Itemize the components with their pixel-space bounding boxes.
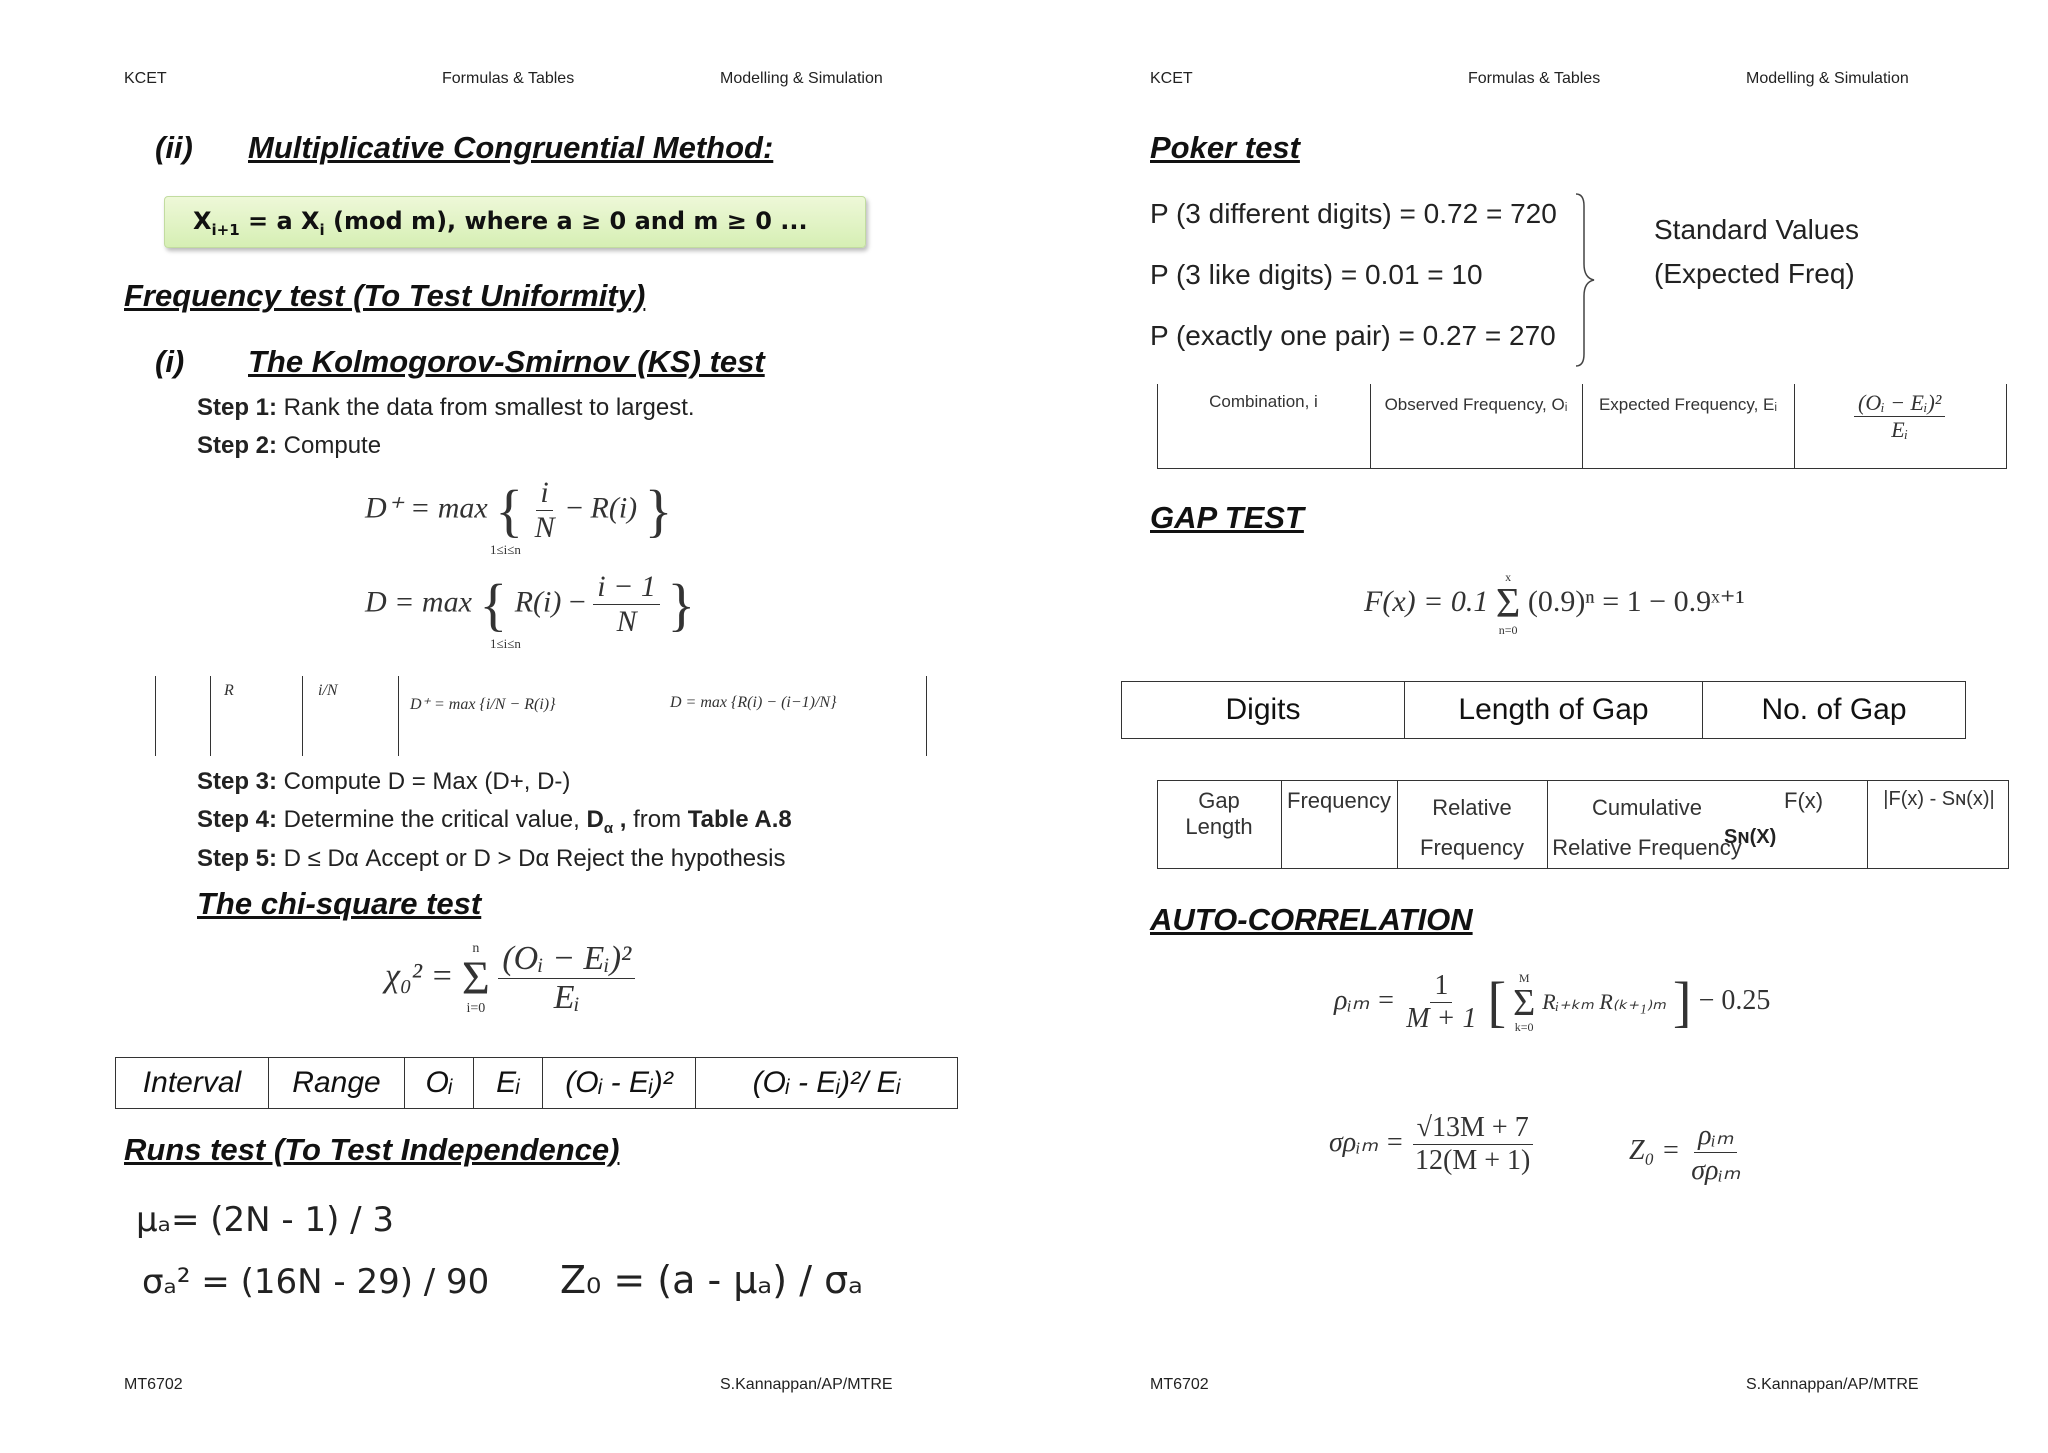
ks-col-dplus: D⁺ = max {i/N − R(i)} [410,696,556,713]
poker-line-1: P (3 different digits) = 0.72 = 720 [1150,198,1557,229]
poker-col-frac: $\frac{\text{(Oᵢ − Eᵢ)²}}{\text{Eᵢ}}$ [1854,390,1945,443]
frequency-test-title: Frequency test (To Test Uniformity) [124,278,646,313]
poker-col-expected: Expected Frequency, Eᵢ [1598,395,1778,414]
gap-col-fx: F(x) [1784,788,1824,813]
chi-col-range: Range [269,1058,405,1109]
gap-col-frequency: Frequency [1287,788,1391,813]
sigma-formula: σρᵢₘ = $\frac{√13M + 7}{12(M + 1)}$ [1329,1112,1534,1177]
chi-table [115,1057,958,1109]
mult-formula: $X_{i+1} = a$ $X_i$ (mod m), where a ≥ 0 and m ≥ 0 ... [193,207,808,239]
step-1: Step 1: Rank the data from smallest to largest. [197,394,695,421]
rho-formula: ρᵢₘ = $\frac{1}{M + 1}$ [ M Σ k=0 Rᵢ₊ₖₘ R₍ₖ₊₁₎ₘ ] − 0.25 [1334,970,1771,1034]
gap-sn-label: Sɴ(X) [1724,826,1777,848]
auto-title: AUTO-CORRELATION [1150,902,1473,937]
header-right: Modelling & Simulation [720,70,883,87]
gap-col-relfreq: Relative Frequency [1420,795,1524,860]
footer-left: MT6702 [1150,1376,1209,1393]
header-left: KCET [124,70,167,87]
header-center: Formulas & Tables [1468,70,1601,87]
poker-line-2: P (3 like digits) = 0.01 = 10 [1150,259,1483,290]
step-2: Step 2: Compute [197,432,382,459]
footer-right: S.Kannappan/AP/MTRE [720,1376,893,1393]
chi-col-oi: Oᵢ [405,1058,474,1109]
poker-title: Poker test [1150,130,1300,165]
poker-col-observed: Observed Frequency, Oᵢ [1384,395,1568,414]
ks-title: The Kolmogorov-Smirnov (KS) test [248,344,765,379]
chi-col-diffsq: (Oᵢ - Eᵢ)² [543,1058,696,1109]
gap-title: GAP TEST [1150,500,1304,535]
gap-col-digits: Digits [1122,682,1405,739]
gap-col-number: No. of Gap [1703,682,1966,739]
header-center: Formulas & Tables [442,70,575,87]
standard-values-label: Standard Values [1654,214,1859,245]
header-right: Modelling & Simulation [1746,70,1909,87]
runs-z: Z₀ = (a - μₐ) / σₐ [560,1258,864,1302]
gap-col-absdiff: |F(x) - Sɴ(x)| [1883,788,1995,810]
chi-title: The chi-square test [197,886,482,921]
ks-col-in: i/N [318,682,338,699]
footer-left: MT6702 [124,1376,183,1393]
runs-mu: μₐ= (2N - 1) / 3 [136,1200,395,1240]
gap-col-cumrel: Cumulative Relative Frequency [1552,795,1742,860]
expected-freq-label: (Expected Freq) [1654,258,1855,289]
gap-table-1 [1121,681,1966,739]
step-5: Step 5: D ≤ Dα Accept or D > Dα Reject the hypothesis [197,845,786,872]
poker-col-combination: Combination, i [1209,392,1318,411]
dplus-range: 1≤i≤n [490,542,521,557]
mult-title: Multiplicative Congruential Method: [248,130,774,165]
dminus-range: 1≤i≤n [490,636,521,651]
mult-num: (ii) [155,130,193,165]
ks-col-dminus: D = max {R(i) − (i−1)/N} [670,694,837,711]
chi-col-ratio: (Oᵢ - Eᵢ)²/ Eᵢ [696,1058,958,1109]
dminus-formula: D = max { R(i) − $\frac{i - 1}{N}$ } [365,570,696,638]
dplus-formula: D⁺ = max { $\frac{i}{N}$ − R(i) } [365,476,673,544]
gap-col-length: Length of Gap [1405,682,1703,739]
step-3: Step 3: Compute D = Max (D+, D-) [197,768,571,795]
runs-sigma: σₐ² = (16N - 29) / 90 [142,1262,490,1302]
right-page [1024,0,2048,1453]
gap-formula: F(x) = 0.1 x Σ n=0 (0.9)ⁿ = 1 − 0.9ˣ⁺¹ [1364,570,1745,637]
z-formula: Z₀ = $\frac{\text{ρᵢₘ}}{\text{σρᵢₘ}}$ [1629,1120,1741,1186]
chi-col-interval: Interval [116,1058,269,1109]
step-4: Step 4: Determine the critical value, $D_\alpha$ , from Table A.8 [197,806,792,837]
runs-title: Runs test (To Test Independence) [124,1132,620,1167]
chi-formula: χ₀² = n Σ i=0 $\frac{\text{(Oᵢ − Eᵢ)²}}{\text{Eᵢ}}$ [385,940,635,1017]
gap-col-gaplength: Gap Length [1185,788,1253,839]
header-left: KCET [1150,70,1193,87]
ks-num: (i) [155,344,185,379]
formula-box [164,196,866,248]
chi-col-ei: Eᵢ [474,1058,543,1109]
footer-right: S.Kannappan/AP/MTRE [1746,1376,1919,1393]
brace-icon [1572,192,1602,368]
ks-col-r: R [224,682,234,699]
poker-line-3: P (exactly one pair) = 0.27 = 270 [1150,320,1556,351]
